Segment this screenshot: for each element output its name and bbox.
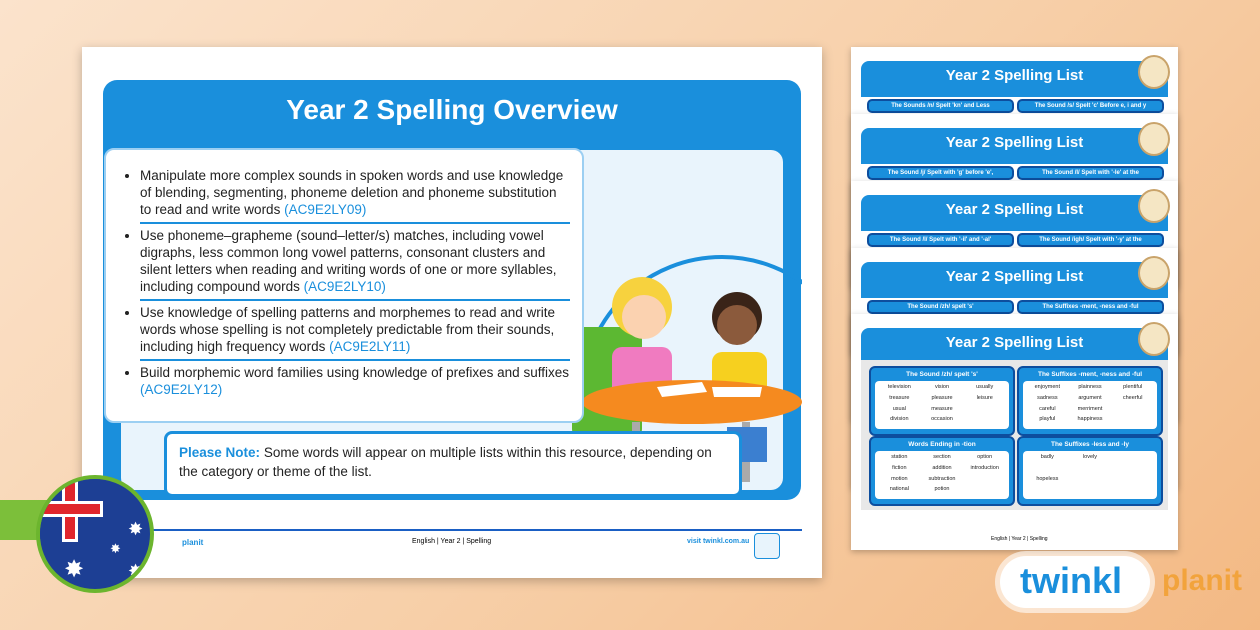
word-item: motion bbox=[891, 475, 908, 482]
footer-subject: English | Year 2 | Spelling bbox=[412, 538, 492, 545]
slide-title: Year 2 Spelling Overview bbox=[286, 94, 618, 125]
note-text: Some words will appear on multiple lists within this resource, depending on the category or theme of the list. bbox=[179, 445, 712, 479]
word-item: option bbox=[977, 454, 993, 460]
word-item: plainness bbox=[1078, 384, 1102, 390]
word-item bbox=[1111, 406, 1154, 416]
twinkl-logo bbox=[1000, 556, 1150, 608]
word-item: badly bbox=[1040, 454, 1054, 460]
word-item: division bbox=[890, 416, 909, 423]
word-item: playful bbox=[1039, 416, 1056, 423]
word-box-title: Words Ending in -tion bbox=[908, 441, 976, 448]
outcome-text: Build morphemic word families using knowledge of prefixes and suffixes bbox=[140, 365, 569, 380]
slide-footer bbox=[102, 529, 802, 578]
star-icon: ✸ bbox=[128, 519, 144, 539]
word-item: sadness bbox=[1037, 394, 1058, 401]
word-item bbox=[1069, 476, 1112, 497]
section-header: The Sound /igh/ Spelt with '-y' at the bbox=[1017, 233, 1164, 247]
outcome-code: (AC9E2LY12) bbox=[140, 382, 223, 397]
word-item: leisure bbox=[976, 394, 993, 401]
section-header: The Suffixes -ment, -ness and -ful bbox=[1017, 300, 1164, 314]
word-box bbox=[869, 436, 1015, 506]
star-icon: ✸ bbox=[110, 541, 121, 556]
word-item: lovely bbox=[1082, 454, 1098, 460]
note-label: Please Note: bbox=[179, 445, 261, 460]
word-item: treasure bbox=[889, 394, 910, 401]
word-item: cheerful bbox=[1122, 394, 1143, 401]
word-grid bbox=[1023, 451, 1157, 499]
word-box bbox=[869, 366, 1015, 436]
word-item: usually bbox=[976, 384, 994, 390]
card-footer: English | Year 2 | Spelling bbox=[991, 536, 1048, 542]
card-title: Year 2 Spelling List bbox=[861, 128, 1168, 164]
bear-icon bbox=[1138, 322, 1170, 356]
outcome-code: (AC9E2LY10) bbox=[303, 279, 386, 294]
outcome-item bbox=[140, 301, 570, 361]
word-item bbox=[1111, 454, 1154, 475]
card-title: Year 2 Spelling List bbox=[861, 61, 1168, 97]
footer-brand: planit bbox=[182, 538, 204, 547]
overview-slide bbox=[82, 47, 822, 578]
word-item: television bbox=[887, 384, 911, 390]
planit-logo-text: planit bbox=[1162, 564, 1242, 597]
word-item: usual bbox=[892, 405, 906, 412]
please-note-box bbox=[164, 431, 742, 497]
twinkl-logo-text: twinkl bbox=[1020, 560, 1123, 601]
word-item: occasion bbox=[931, 416, 953, 423]
word-item: enjoyment bbox=[1034, 384, 1061, 390]
bear-icon bbox=[1138, 55, 1170, 89]
word-item bbox=[1111, 416, 1154, 426]
word-item: measure bbox=[931, 405, 953, 412]
outcome-text: Manipulate more complex sounds in spoken words and use knowledge of blending, segmenting, phoneme deletion and phoneme substitution to read and write words bbox=[140, 168, 564, 217]
word-grid bbox=[1023, 381, 1157, 429]
word-item: station bbox=[891, 454, 908, 460]
word-box bbox=[1017, 436, 1163, 506]
word-item: subtraction bbox=[928, 475, 956, 482]
word-grid bbox=[875, 451, 1009, 499]
quality-badge-icon bbox=[754, 533, 780, 559]
bear-icon bbox=[1138, 189, 1170, 223]
card-title: Year 2 Spelling List bbox=[861, 195, 1168, 231]
word-item bbox=[963, 406, 1006, 416]
outcome-item bbox=[140, 164, 570, 224]
union-jack bbox=[40, 479, 100, 539]
section-header: The Sound /s/ Spelt 'c' Before e, i and y bbox=[1017, 99, 1164, 113]
word-item: potion bbox=[934, 486, 950, 493]
word-box-title: The Sound /zh/ spelt 's' bbox=[906, 371, 978, 378]
australia-flag-icon bbox=[36, 475, 154, 593]
word-box-title: The Suffixes -less and -ly bbox=[1050, 441, 1130, 448]
spelling-card-front bbox=[851, 314, 1178, 550]
word-item: addition bbox=[932, 464, 952, 471]
outcomes-list bbox=[104, 148, 584, 423]
footer-url[interactable]: visit twinkl.com.au bbox=[687, 538, 750, 545]
outcome-item bbox=[140, 224, 570, 301]
word-box-title: The Suffixes -ment, -ness and -ful bbox=[1037, 371, 1142, 378]
word-grid bbox=[875, 381, 1009, 429]
word-item: introduction bbox=[970, 464, 999, 471]
bear-icon bbox=[1138, 122, 1170, 156]
word-item: national bbox=[889, 486, 909, 493]
word-item bbox=[963, 476, 1006, 486]
word-item bbox=[1111, 476, 1154, 497]
outcome-text: Use knowledge of spelling patterns and morphemes to read and write words whose spelling is not completely predictable from their sounds, including high frequency words bbox=[140, 305, 555, 354]
card-title: Year 2 Spelling List bbox=[861, 262, 1168, 298]
outcome-text: Use phoneme–grapheme (sound–letter/s) matches, including vowel digraphs, less common long vowel patterns, consonant clusters and silent letters when reading and writing words of one or more syllables, including compound words bbox=[140, 228, 557, 294]
bear-icon bbox=[1138, 256, 1170, 290]
word-item bbox=[963, 416, 1006, 426]
word-item: merriment bbox=[1077, 405, 1103, 412]
section-header: The Sound /l/ Spelt with '-le' at the bbox=[1017, 166, 1164, 180]
section-header: The Sound /j/ Spelt with 'g' before 'e', bbox=[867, 166, 1014, 180]
star-icon: ✸ bbox=[64, 556, 85, 583]
card-title: Year 2 Spelling List bbox=[861, 328, 1168, 364]
outcome-code: (AC9E2LY09) bbox=[284, 202, 367, 217]
word-item: careful bbox=[1039, 405, 1056, 412]
word-item: vision bbox=[934, 384, 950, 390]
word-item: fiction bbox=[892, 464, 907, 471]
word-item: happiness bbox=[1077, 416, 1103, 423]
outcome-item bbox=[140, 361, 570, 402]
section-header: The Sound /l/ Spelt with '-il' and '-al' bbox=[867, 233, 1014, 247]
star-icon: ✸ bbox=[128, 561, 144, 581]
section-header: The Sounds /n/ Spelt 'kn' and Less bbox=[867, 99, 1014, 113]
word-item: hopeless bbox=[1036, 475, 1059, 482]
word-box bbox=[1017, 366, 1163, 436]
word-item bbox=[963, 486, 1006, 496]
word-item: argument bbox=[1078, 394, 1102, 401]
word-item: section bbox=[933, 454, 951, 460]
word-item: plentiful bbox=[1123, 384, 1143, 390]
word-item: pleasure bbox=[931, 394, 953, 401]
outcome-code: (AC9E2LY11) bbox=[329, 339, 411, 354]
section-header: The Sound /zh/ spelt 's' bbox=[867, 300, 1014, 314]
